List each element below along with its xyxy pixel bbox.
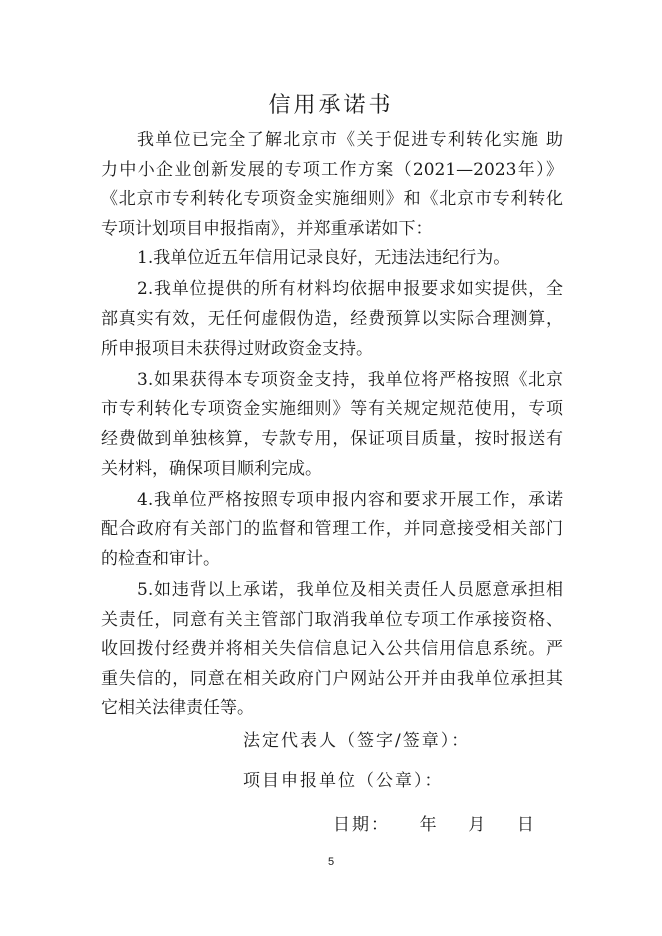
- paragraph-line: 我单位已完全了解北京市《关于促进专利转化实施 助: [137, 130, 563, 150]
- paragraph-line: 2.我单位提供的所有材料均依据申报要求如实提供，全: [137, 279, 563, 300]
- paragraph-line: 重失信的，同意在相关政府门户网站公开并由我单位承担其: [101, 668, 563, 689]
- paragraph: [101, 576, 563, 724]
- paragraph: [101, 366, 563, 484]
- paragraph: [101, 244, 563, 274]
- paragraph-line: 经费做到单独核算，专款专用，保证项目质量，按时报送有: [101, 428, 563, 449]
- document-body: [101, 126, 563, 725]
- paragraph-line: 的检查和审计。: [101, 548, 220, 569]
- page-number: 5: [327, 856, 335, 868]
- paragraph-line: 3.如果获得本专项资金支持，我单位将严格按照《北京: [137, 369, 563, 390]
- paragraph-line: 关责任，同意有关主管部门取消我单位专项工作承接资格、: [101, 609, 563, 630]
- paragraph-line: 配合政府有关部门的监督和管理工作，并同意接受相关部门: [101, 519, 563, 540]
- document-title: 信用承诺书: [268, 93, 394, 118]
- paragraph: [101, 126, 563, 244]
- paragraph-line: 市专利转化专项资金实施细则》等有关规定规范使用，专项: [101, 399, 563, 420]
- paragraph-line: 收回拨付经费并将相关失信信息记入公共信用信息系统。严: [101, 639, 563, 660]
- paragraph: [101, 486, 563, 575]
- applicant-unit-seal-label: 项目申报单位（公章）：: [243, 771, 444, 791]
- paragraph-line: 力中小企业创新发展的专项工作方案（2021—2023年）》: [101, 159, 563, 180]
- paragraph-line: 专项计划项目申报指南》，并郑重承诺如下：: [101, 218, 433, 239]
- paragraph-line: 《北京市专利转化专项资金实施细则》和《北京市专利转化: [101, 189, 563, 210]
- paragraph-line: 部真实有效，无任何虚假伪造，经费预算以实际合理测算，: [101, 309, 563, 330]
- paragraph-line: 它相关法律责任等。: [101, 698, 254, 719]
- paragraph-line: 5.如违背以上承诺，我单位及相关责任人员愿意承担相: [137, 579, 563, 600]
- paragraph-line: 1.我单位近五年信用记录良好，无违法违纪行为。: [137, 248, 511, 269]
- legal-representative-signature-label: 法定代表人（签字/签章）：: [243, 731, 471, 751]
- paragraph: [101, 275, 563, 364]
- paragraph-line: 所申报项目未获得过财政资金支持。: [101, 338, 373, 359]
- date-label: 日期： 年 月 日: [333, 815, 536, 835]
- paragraph-line: 4.我单位严格按照专项申报内容和要求开展工作，承诺: [137, 489, 563, 510]
- paragraph-line: 关材料，确保项目顺利完成。: [101, 458, 322, 479]
